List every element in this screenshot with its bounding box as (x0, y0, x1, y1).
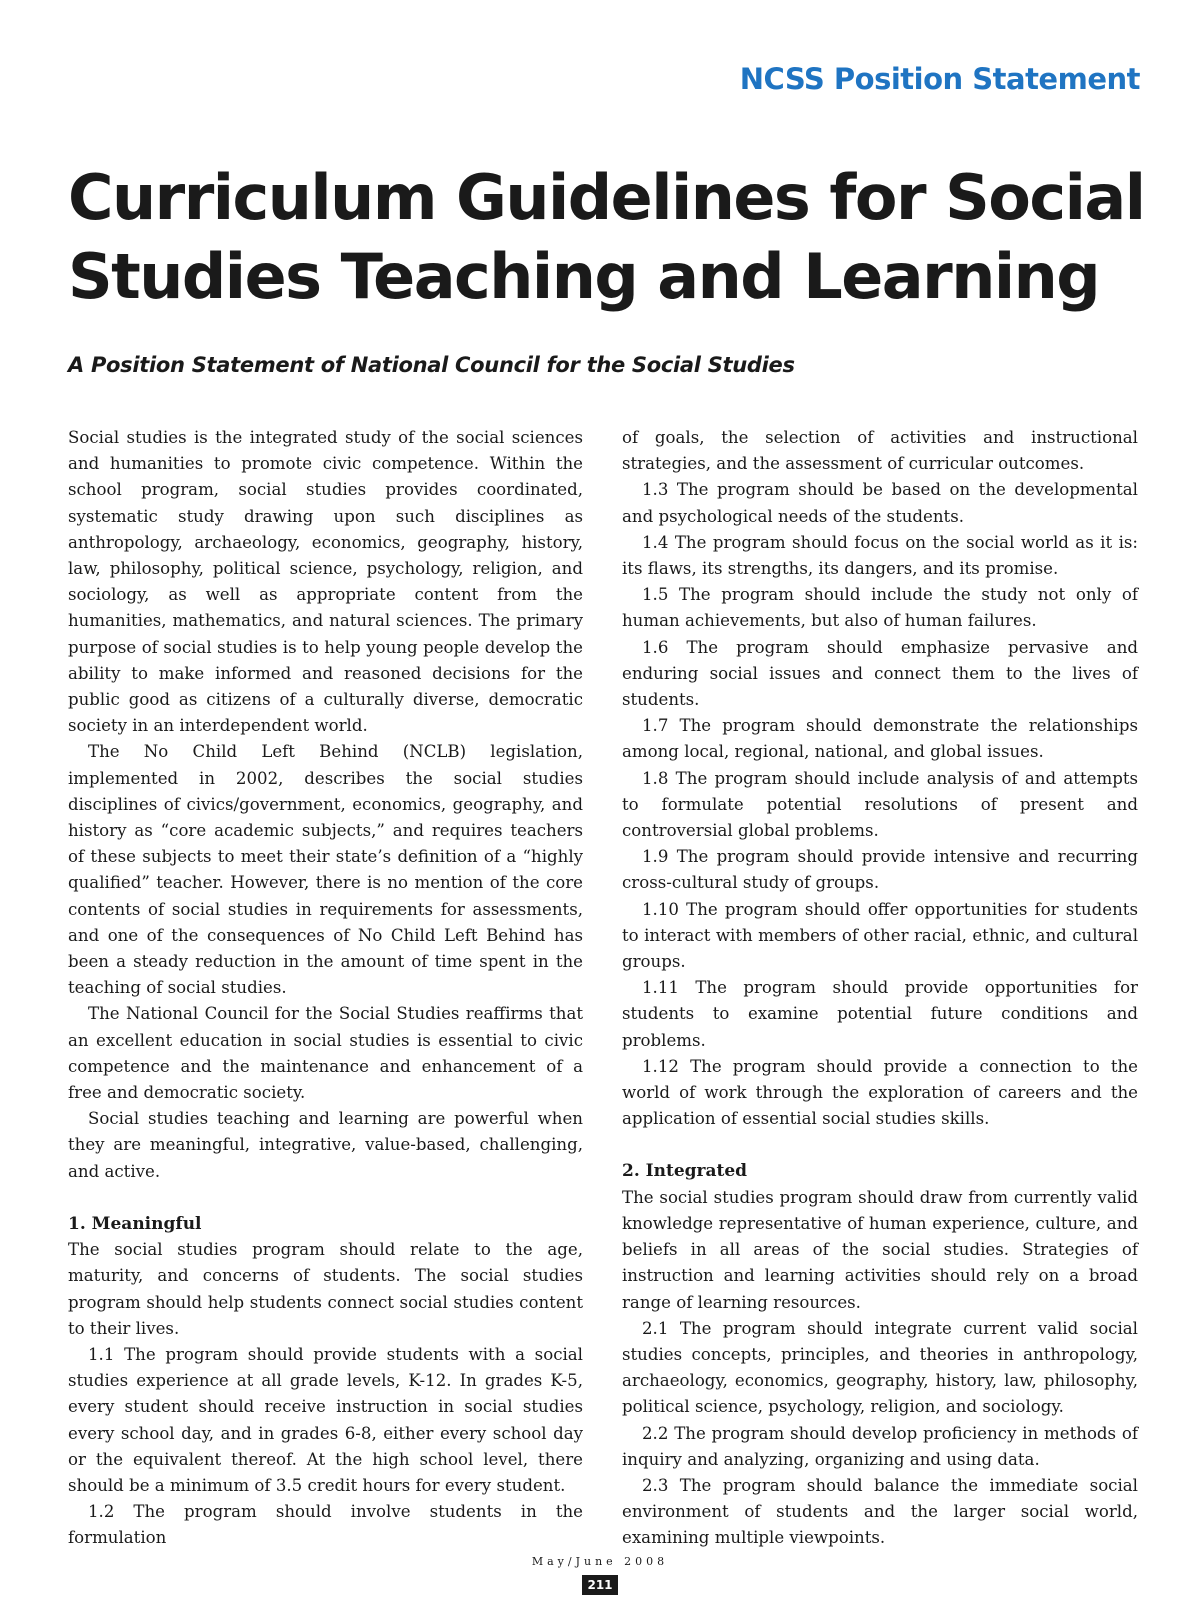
page-number: 211 (582, 1575, 618, 1595)
paragraph: 1.3 The program should be based on the developmental and psychological needs of the students. (622, 480, 1138, 526)
paragraph: 1.7 The program should demonstrate the relationships among local, regional, national, and global issues. (622, 716, 1138, 762)
paragraph: Social studies is the integrated study of the social sciences and humanities to promote civic competence. Within the school program, social studies provides coordinated, systematic study drawing upon such disciplines as anthropology, archaeology, economics, geography, history, law, philosophy, political science, psychology, religion, and sociology, as well as appropriate content from the humanities, mathematics, and natural sciences. The primary purpose of social studies is to help young people develop the ability to make informed and reasoned decisions for the public good as citizens of a culturally diverse, democratic society in an interdependent world. (68, 428, 583, 736)
paragraph: 1.2 The program should involve students in the formulation (68, 1502, 583, 1548)
paragraph: 1.5 The program should include the study not only of human achievements, but also of human failures. (622, 585, 1138, 631)
section-kicker: NCSS Position Statement (739, 62, 1140, 96)
paragraph: 1.9 The program should provide intensive and recurring cross-cultural study of groups. (622, 847, 1138, 893)
article-subtitle: A Position Statement of National Council for the Social Studies (68, 353, 795, 377)
paragraph: 1.12 The program should provide a connection to the world of work through the exploration of careers and the application of essential social studies skills. (622, 1056, 1138, 1129)
paragraph: 1.8 The program should include analysis of and attempts to formulate potential resolutions of present and controversial global problems. (622, 768, 1138, 841)
paragraph: The National Council for the Social Studies reaffirms that an excellent education in social studies is essential to civic competence and the maintenance and enhancement of a free and democratic society. (68, 1004, 583, 1103)
paragraph: 1.4 The program should focus on the social world as it is: its flaws, its strengths, its dangers, and its promise. (622, 532, 1138, 579)
paragraph: Social studies teaching and learning are powerful when they are meaningful, integrative, value-based, challenging, and active. (68, 1109, 583, 1181)
issue-date: May/June 2008 (531, 1555, 669, 1568)
section-heading-meaningful: 1. Meaningful (68, 1213, 202, 1234)
paragraph: 2.1 The program should integrate current valid social studies concepts, principles, and theories in anthropology, archaeology, economics, geography, history, law, philosophy, political science, psychology, religion, and sociology. (622, 1318, 1138, 1417)
paragraph: 1.11 The program should provide opportunities for students to examine potential future conditions and problems. (622, 978, 1138, 1050)
paragraph: 2.2 The program should develop proficiency in methods of inquiry and analyzing, organizing and using data. (622, 1423, 1138, 1469)
paragraph: 1.1 The program should provide students with a social studies experience at all grade levels, K-12. In grades K-5, every student should receive instruction in social studies every school day, and in grades 6-8, either every school day or the equivalent thereof. At the high school level, there should be a minimum of 3.5 credit hours for every student. (68, 1344, 583, 1495)
paragraph: 2.3 The program should balance the immediate social environment of students and the larger social world, examining multiple viewpoints. (622, 1475, 1138, 1548)
paragraph: The social studies program should draw from currently valid knowledge representative of human experience, culture, and beliefs in all areas of the social studies. Strategies of instruction and learning activities should rely on a broad range of learning resources. (622, 1187, 1138, 1312)
paragraph: of goals, the selection of activities and instructional strategies, and the assessment of curricular outcomes. (622, 428, 1138, 474)
paragraph: 1.10 The program should offer opportunities for students to interact with members of other racial, ethnic, and cultural groups. (622, 899, 1138, 972)
paragraph: The No Child Left Behind (NCLB) legislation, implemented in 2002, describes the social studies disciplines of civics/government, economics, geography, and history as “core academic subjects,” and requires teachers of these subjects to meet their state’s definition of a “highly qualified” teacher. However, there is no mention of the core contents of social studies in requirements for assessments, and one of the consequences of No Child Left Behind has been a steady reduction in the amount of time spent in the teaching of social studies. (68, 742, 583, 998)
section-heading-integrated: 2. Integrated (622, 1161, 748, 1182)
right-column (622, 425, 1138, 1552)
paragraph: The social studies program should relate to the age, maturity, and concerns of students. The social studies program should help students connect social studies content to their lives. (68, 1240, 583, 1338)
paragraph: 1.6 The program should emphasize pervasive and enduring social issues and connect them to the lives of students. (622, 637, 1138, 710)
left-column (68, 425, 583, 1552)
article-title: Curriculum Guidelines for Social Studies Teaching and Learning (68, 161, 1145, 313)
